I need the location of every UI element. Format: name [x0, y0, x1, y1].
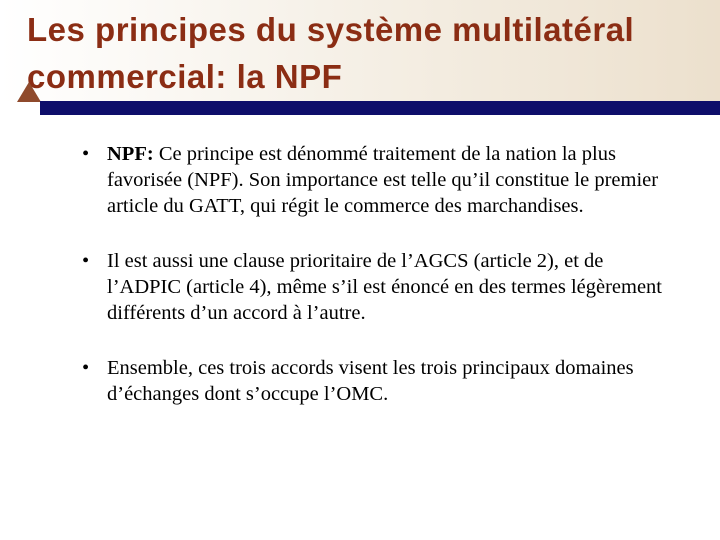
- bullet-icon: •: [82, 143, 90, 165]
- bullet-text: Ensemble, ces trois accords visent les trois principaux domaines d’échanges dont s’occupe l’OMC.: [107, 357, 634, 405]
- bullet-icon: •: [82, 357, 90, 379]
- slide-title: Les principes du système multilatéral commercial: la NPF: [27, 11, 635, 95]
- bullet-item-npf: [82, 141, 682, 219]
- bullet-icon: •: [82, 250, 90, 272]
- bullet-lead: NPF:: [107, 143, 154, 165]
- title-divider: [40, 101, 720, 115]
- bullet-text: Il est aussi une clause prioritaire de l’AGCS (article 2), et de l’ADPIC (article 4), même s’il est énoncé en des termes légèrement différents d’un accord à l’autre.: [107, 250, 663, 324]
- bullet-item-ensemble: [82, 355, 682, 407]
- bullet-item-agcs: [82, 248, 682, 326]
- bullet-list: [82, 141, 682, 436]
- triangle-icon: [17, 82, 41, 102]
- title-banner: [0, 0, 720, 101]
- bullet-text: Ce principe est dénommé traitement de la nation la plus favorisée (NPF). Son importance est telle qu’il constitue le premier article du GATT, qui régit le commerce des marchandises.: [107, 143, 659, 217]
